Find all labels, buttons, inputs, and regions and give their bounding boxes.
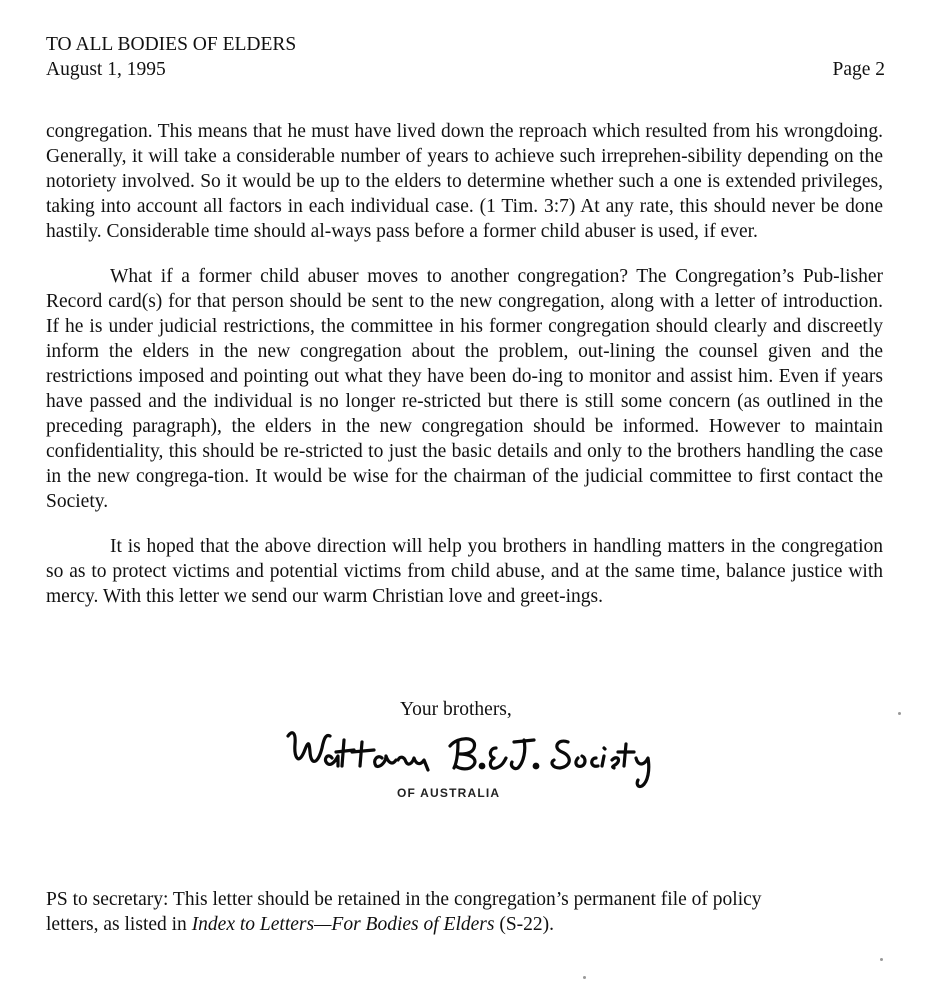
postscript-line-1: PS to secretary: This letter should be retained in the congregation’s permanent file of policy xyxy=(46,889,762,910)
date-row xyxy=(46,57,885,82)
postscript-line-2 xyxy=(46,912,883,937)
letter-date: August 1, 1995 xyxy=(46,59,166,80)
index-title-italic: Index to Letters—For Bodies of Elders xyxy=(191,914,495,935)
closing-salutation: Your brothers, xyxy=(400,699,512,720)
scan-speck xyxy=(880,958,883,961)
page-number: Page 2 xyxy=(832,59,885,80)
postscript xyxy=(46,887,883,937)
postscript-line-2-prefix: letters, as listed in xyxy=(46,914,192,935)
paragraph-2: What if a former child abuser moves to another congregation? The Congregation’s Pub-lisher Record card(s) for that person should be sent to the new congregation, along with a letter of introduction. If he is under judicial restrictions, the committee in his former congregation should clearly and discreetly inform the elders in the new congregation about the problem, out-lining the counsel given and the restrictions imposed and pointing out what they have been do-ing to monitor and assist him. Even if years have passed and the individual is no longer re-stricted but there is still some concern (as outlined in the preceding paragraph), the elders in the new congregation should be informed. However to maintain confidentiality, this should be re-stricted to just the basic details and only to the brothers handling the case in the new congrega-tion. It would be wise for the chairman of the judicial committee to first contact the Society. xyxy=(46,266,883,512)
signature-subline: OF AUSTRALIA xyxy=(397,786,501,800)
scan-speck xyxy=(898,712,901,715)
postscript-line-2-suffix: (S-22). xyxy=(494,914,555,935)
scan-speck xyxy=(583,976,586,979)
letter-header xyxy=(46,32,885,82)
paragraph-3: It is hoped that the above direction will help you brothers in handling matters in the congregation so as to protect victims and potential victims from child abuse, and at the same time, balance justice with mercy. With this letter we send our warm Christian love and greet-ings. xyxy=(46,536,883,607)
letter-body xyxy=(46,119,883,609)
paragraph-1: congregation. This means that he must have lived down the reproach which resulted from his wrongdoing. Generally, it will take a considerable number of years to achieve such irreprehen-sibility depending on the notoriety involved. So it would be up to the elders to determine whether such a one is extended privileges, taking into account all factors in each individual case. (1 Tim. 3:7) At any rate, this should never be done hastily. Considerable time should al-ways pass before a former child abuser is used, if ever. xyxy=(46,121,883,242)
recipient-line: TO ALL BODIES OF ELDERS xyxy=(46,34,297,55)
